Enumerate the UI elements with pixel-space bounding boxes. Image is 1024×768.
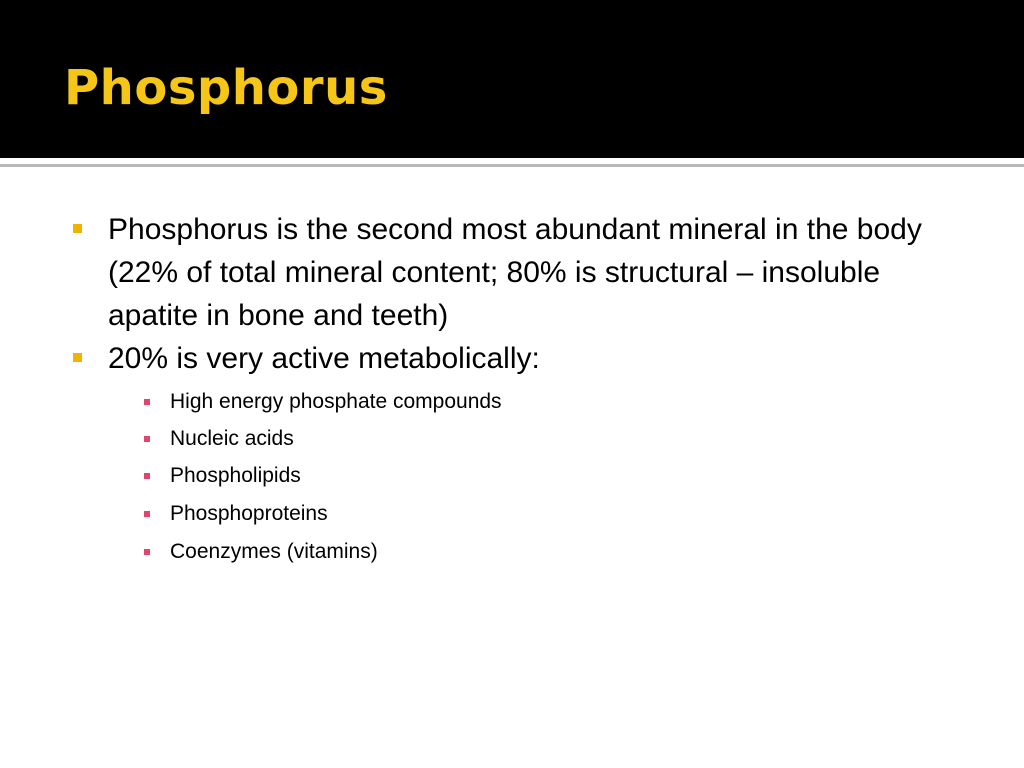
sub-bullet-marker xyxy=(144,473,150,479)
sub-bullet-item: High energy phosphate compounds xyxy=(170,390,502,413)
sub-bullet-item: Nucleic acids xyxy=(170,427,294,450)
sub-bullet-item: Phosphoproteins xyxy=(170,502,328,525)
sub-bullet-item: Coenzymes (vitamins) xyxy=(170,540,378,563)
slide-title: Phosphorus xyxy=(64,60,388,116)
sub-bullet-marker xyxy=(144,399,150,405)
bullet-item: Phosphorus is the second most abundant mineral in the body (22% of total mineral content; 80% is structural – insoluble apatite in bone and teeth) xyxy=(108,213,922,332)
sub-bullet-marker xyxy=(144,436,150,442)
bullet-marker xyxy=(73,224,82,233)
sub-bullet-item: Phospholipids xyxy=(170,464,301,487)
bullet-marker xyxy=(73,353,82,362)
sub-bullet-marker xyxy=(144,549,150,555)
bullet-item: 20% is very active metabolically: xyxy=(108,342,540,375)
sub-bullet-marker xyxy=(144,511,150,517)
